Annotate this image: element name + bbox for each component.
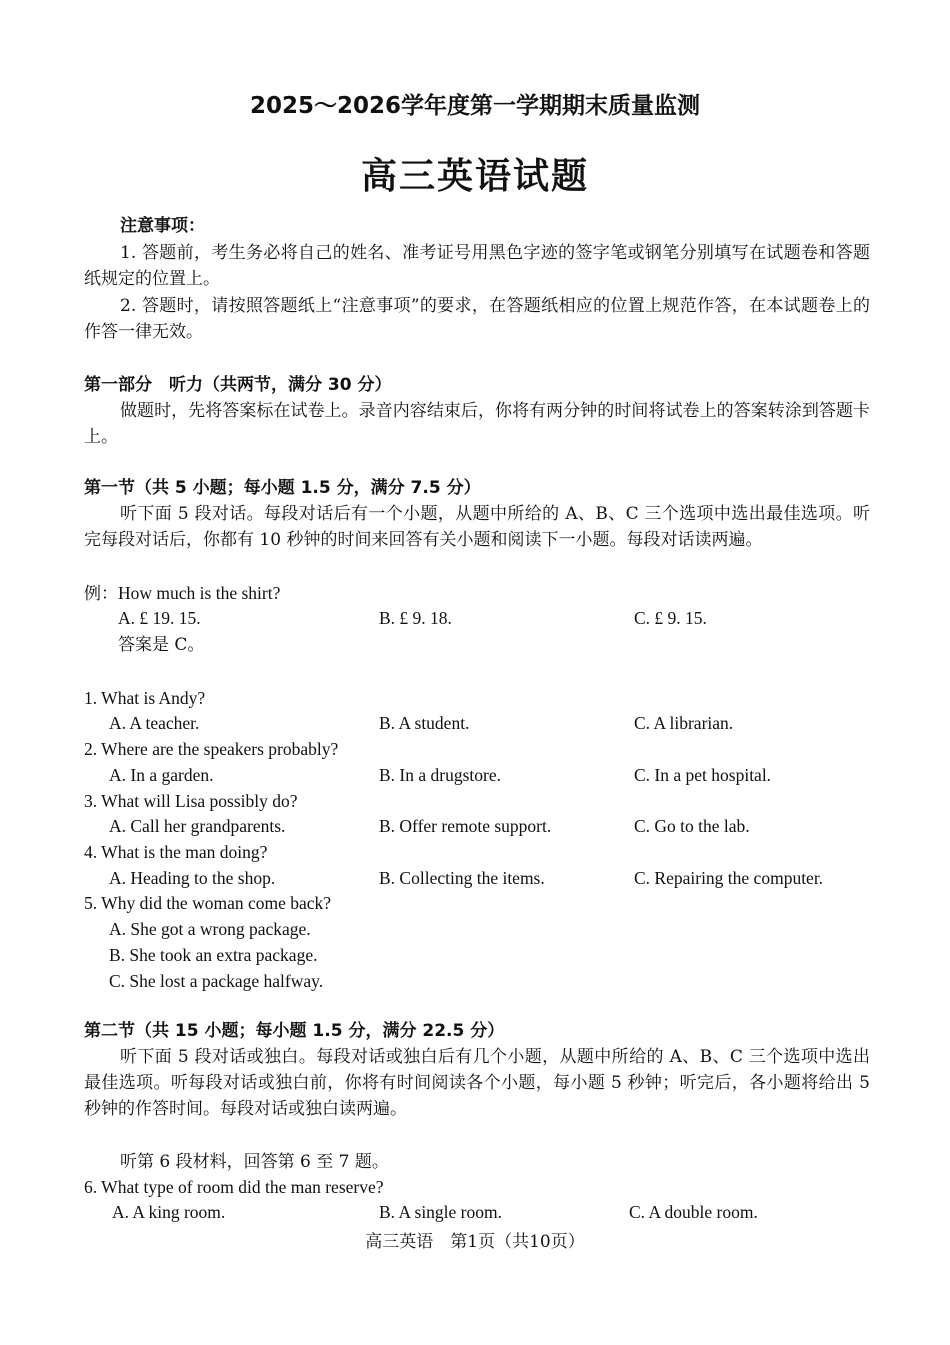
section2-instruction: 听下面 5 段对话或独白。每段对话或独白后有几个小题，从题中所给的 A、B、C 三个选项中选出最佳选项。听每段对话或独白前，你将有时间阅读各个小题，每小题 5 秒钟；听完后，各小题将给出 5 秒钟的作答时间。每段对话或独白读两遍。 <box>84 1047 870 1119</box>
question-4-option-b: B. Collecting the items. <box>379 868 545 888</box>
question-4-option-c: C. Repairing the computer. <box>634 868 824 888</box>
question-3-stem: 3. What will Lisa possibly do? <box>84 791 298 811</box>
section1-heading: 第一节（共 5 小题；每小题 1.5 分，满分 7.5 分） <box>84 478 481 498</box>
question-6-option-c: C. A double room. <box>629 1202 758 1222</box>
question-5-stem: 5. Why did the woman come back? <box>84 893 332 913</box>
question-5-option-a: A. She got a wrong package. <box>109 919 311 939</box>
question-2-stem: 2. Where are the speakers probably? <box>84 739 339 759</box>
question-1-option-a: A. A teacher. <box>109 713 200 733</box>
example-question: How much is the shirt? <box>118 583 281 603</box>
example-label: 例： <box>84 584 118 604</box>
question-3-option-c: C. Go to the lab. <box>634 816 750 836</box>
question-2-option-a: A. In a garden. <box>109 765 214 785</box>
question-1-stem: 1. What is Andy? <box>84 688 206 708</box>
question-2-option-c: C. In a pet hospital. <box>634 765 772 785</box>
example-answer: 答案是 C。 <box>118 635 205 655</box>
question-5-option-b: B. She took an extra package. <box>109 945 318 965</box>
material-6-intro: 听第 6 段材料，回答第 6 至 7 题。 <box>120 1152 389 1172</box>
question-2-option-b: B. In a drugstore. <box>379 765 501 785</box>
example-option-c: C. £ 9. 15. <box>634 608 707 628</box>
part1-instruction: 做题时，先将答案标在试卷上。录音内容结束后，你将有两分钟的时间将试卷上的答案转涂到答题卡上。 <box>84 401 870 447</box>
question-4-option-a: A. Heading to the shop. <box>109 868 276 888</box>
section2-heading: 第二节（共 15 小题；每小题 1.5 分，满分 22.5 分） <box>84 1021 505 1041</box>
paper-title: 高三英语试题 <box>360 156 589 197</box>
section1-instruction: 听下面 5 段对话。每段对话后有一个小题，从题中所给的 A、B、C 三个选项中选出最佳选项。听完每段对话后，你都有 10 秒钟的时间来回答有关小题和阅读下一小题。每段对话读两遍。 <box>84 504 870 550</box>
question-5-option-c: C. She lost a package halfway. <box>109 971 324 991</box>
question-3-option-a: A. Call her grandparents. <box>109 816 286 836</box>
part1-heading: 第一部分 听力（共两节，满分 30 分） <box>84 375 392 395</box>
page-footer: 高三英语 第1页（共10页） <box>365 1232 585 1252</box>
question-6-stem: 6. What type of room did the man reserve? <box>84 1177 384 1197</box>
notice-heading: 注意事项： <box>120 216 205 236</box>
question-6-option-a: A. A king room. <box>112 1202 226 1222</box>
example-option-b: B. £ 9. 18. <box>379 608 452 628</box>
notice-item-1: 1. 答题前，考生务必将自己的姓名、准考证号用黑色字迹的签字笔或钢笔分别填写在试题卷和答题纸规定的位置上。 <box>84 243 870 289</box>
question-3-option-b: B. Offer remote support. <box>379 816 552 836</box>
example-option-a: A. £ 19. 15. <box>118 608 201 628</box>
question-1-option-b: B. A student. <box>379 713 470 733</box>
notice-item-2: 2. 答题时，请按照答题纸上“注意事项”的要求，在答题纸相应的位置上规范作答，在本试题卷上的作答一律无效。 <box>84 296 870 342</box>
question-4-stem: 4. What is the man doing? <box>84 842 268 862</box>
exam-title: 2025～2026学年度第一学期期末质量监测 <box>249 93 701 119</box>
question-6-option-b: B. A single room. <box>379 1202 502 1222</box>
question-1-option-c: C. A librarian. <box>634 713 734 733</box>
